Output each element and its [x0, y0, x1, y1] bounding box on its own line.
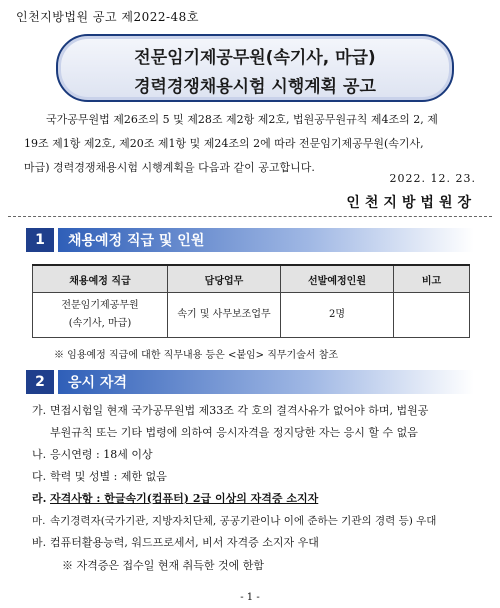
section-2-header [26, 370, 474, 394]
intro-paragraph [24, 108, 476, 180]
section-2-note: ※ 자격증은 접수일 현재 취득한 것에 한함 [62, 559, 264, 572]
list-item [32, 446, 153, 464]
list-item [32, 402, 428, 420]
table-cell-rank [33, 293, 168, 338]
intro-line: 마급) 경력경쟁채용시험 시행계획을 다음과 같이 공고합니다. [24, 161, 315, 174]
document-title-line1: 전문임기제공무원(속기사, 마급) [134, 48, 376, 68]
section-2-number: 2 [26, 370, 54, 394]
table-row [33, 293, 470, 338]
table-cell-duty: 속기 및 사무보조업무 [168, 293, 281, 338]
signer: 인천지방법원장 [346, 195, 476, 211]
document-title-box [56, 34, 454, 102]
page-number: - 1 - [240, 592, 260, 603]
section-2-title: 응시 자격 [58, 370, 474, 394]
list-marker: 바. [32, 536, 47, 549]
table-header: 담당업무 [168, 265, 281, 293]
list-text: 면접시험일 현재 국가공무원법 제33조 각 호의 결격사유가 없어야 하며, 법원공 [50, 404, 429, 417]
list-item [32, 512, 436, 530]
list-item [32, 490, 318, 508]
table-cell-count: 2명 [281, 293, 394, 338]
section-1-header [26, 228, 474, 252]
list-marker: 가. [32, 404, 47, 417]
intro-line: 국가공무원법 제26조의 5 및 제28조 제2항 제2호, 법원공무원규칙 제4조의 2, 제 [46, 113, 438, 126]
recruitment-table [32, 264, 470, 338]
list-text: 속기경력자(국가기관, 지방자치단체, 공공기관이나 이에 준하는 기관의 경력 등) 우대 [50, 515, 437, 527]
rank-line: (속기사, 마급) [68, 318, 132, 329]
table-header-row [33, 265, 470, 293]
list-item [32, 468, 167, 486]
list-text: 부원규칙 또는 기타 법령에 의하여 응시자격을 정지당한 자는 응시 할 수 없음 [50, 426, 418, 439]
list-text: 자격사항 : 한글속기(컴퓨터) 2급 이상의 자격증 소지자 [50, 492, 319, 505]
list-text: 학력 및 성별 : 제한 없음 [50, 470, 167, 483]
intro-line: 19조 제1항 제2호, 제20조 제1항 및 제24조의 2에 따라 전문임기제공무원(속기사, [24, 137, 424, 150]
rank-line: 전문임기제공무원 [61, 300, 139, 311]
section-1-title: 채용예정 직급 및 인원 [58, 228, 474, 252]
section-1-note: ※ 임용예정 직급에 대한 직무내용 등은 <붙임> 직무기술서 참조 [54, 350, 339, 361]
list-marker: 다. [32, 470, 47, 483]
notice-number: 인천지방법원 공고 제2022-48호 [16, 10, 199, 24]
divider [8, 216, 492, 217]
list-text: 컴퓨터활용능력, 워드프로세서, 비서 자격증 소지자 우대 [50, 536, 319, 549]
table-header: 비고 [394, 265, 470, 293]
list-item [32, 534, 319, 552]
table-cell-remark [394, 293, 470, 338]
document-title-line2: 경력경쟁채용시험 시행계획 공고 [134, 77, 376, 97]
table-header: 채용예정 직급 [33, 265, 168, 293]
list-item [50, 424, 418, 442]
list-marker: 나. [32, 448, 47, 461]
list-text: 응시연령 : 18세 이상 [50, 448, 153, 461]
announcement-date: 2022. 12. 23. [389, 172, 476, 185]
section-1-number: 1 [26, 228, 54, 252]
list-marker: 마. [32, 515, 46, 527]
table-header: 선발예정인원 [281, 265, 394, 293]
list-marker: 라. [32, 492, 47, 505]
